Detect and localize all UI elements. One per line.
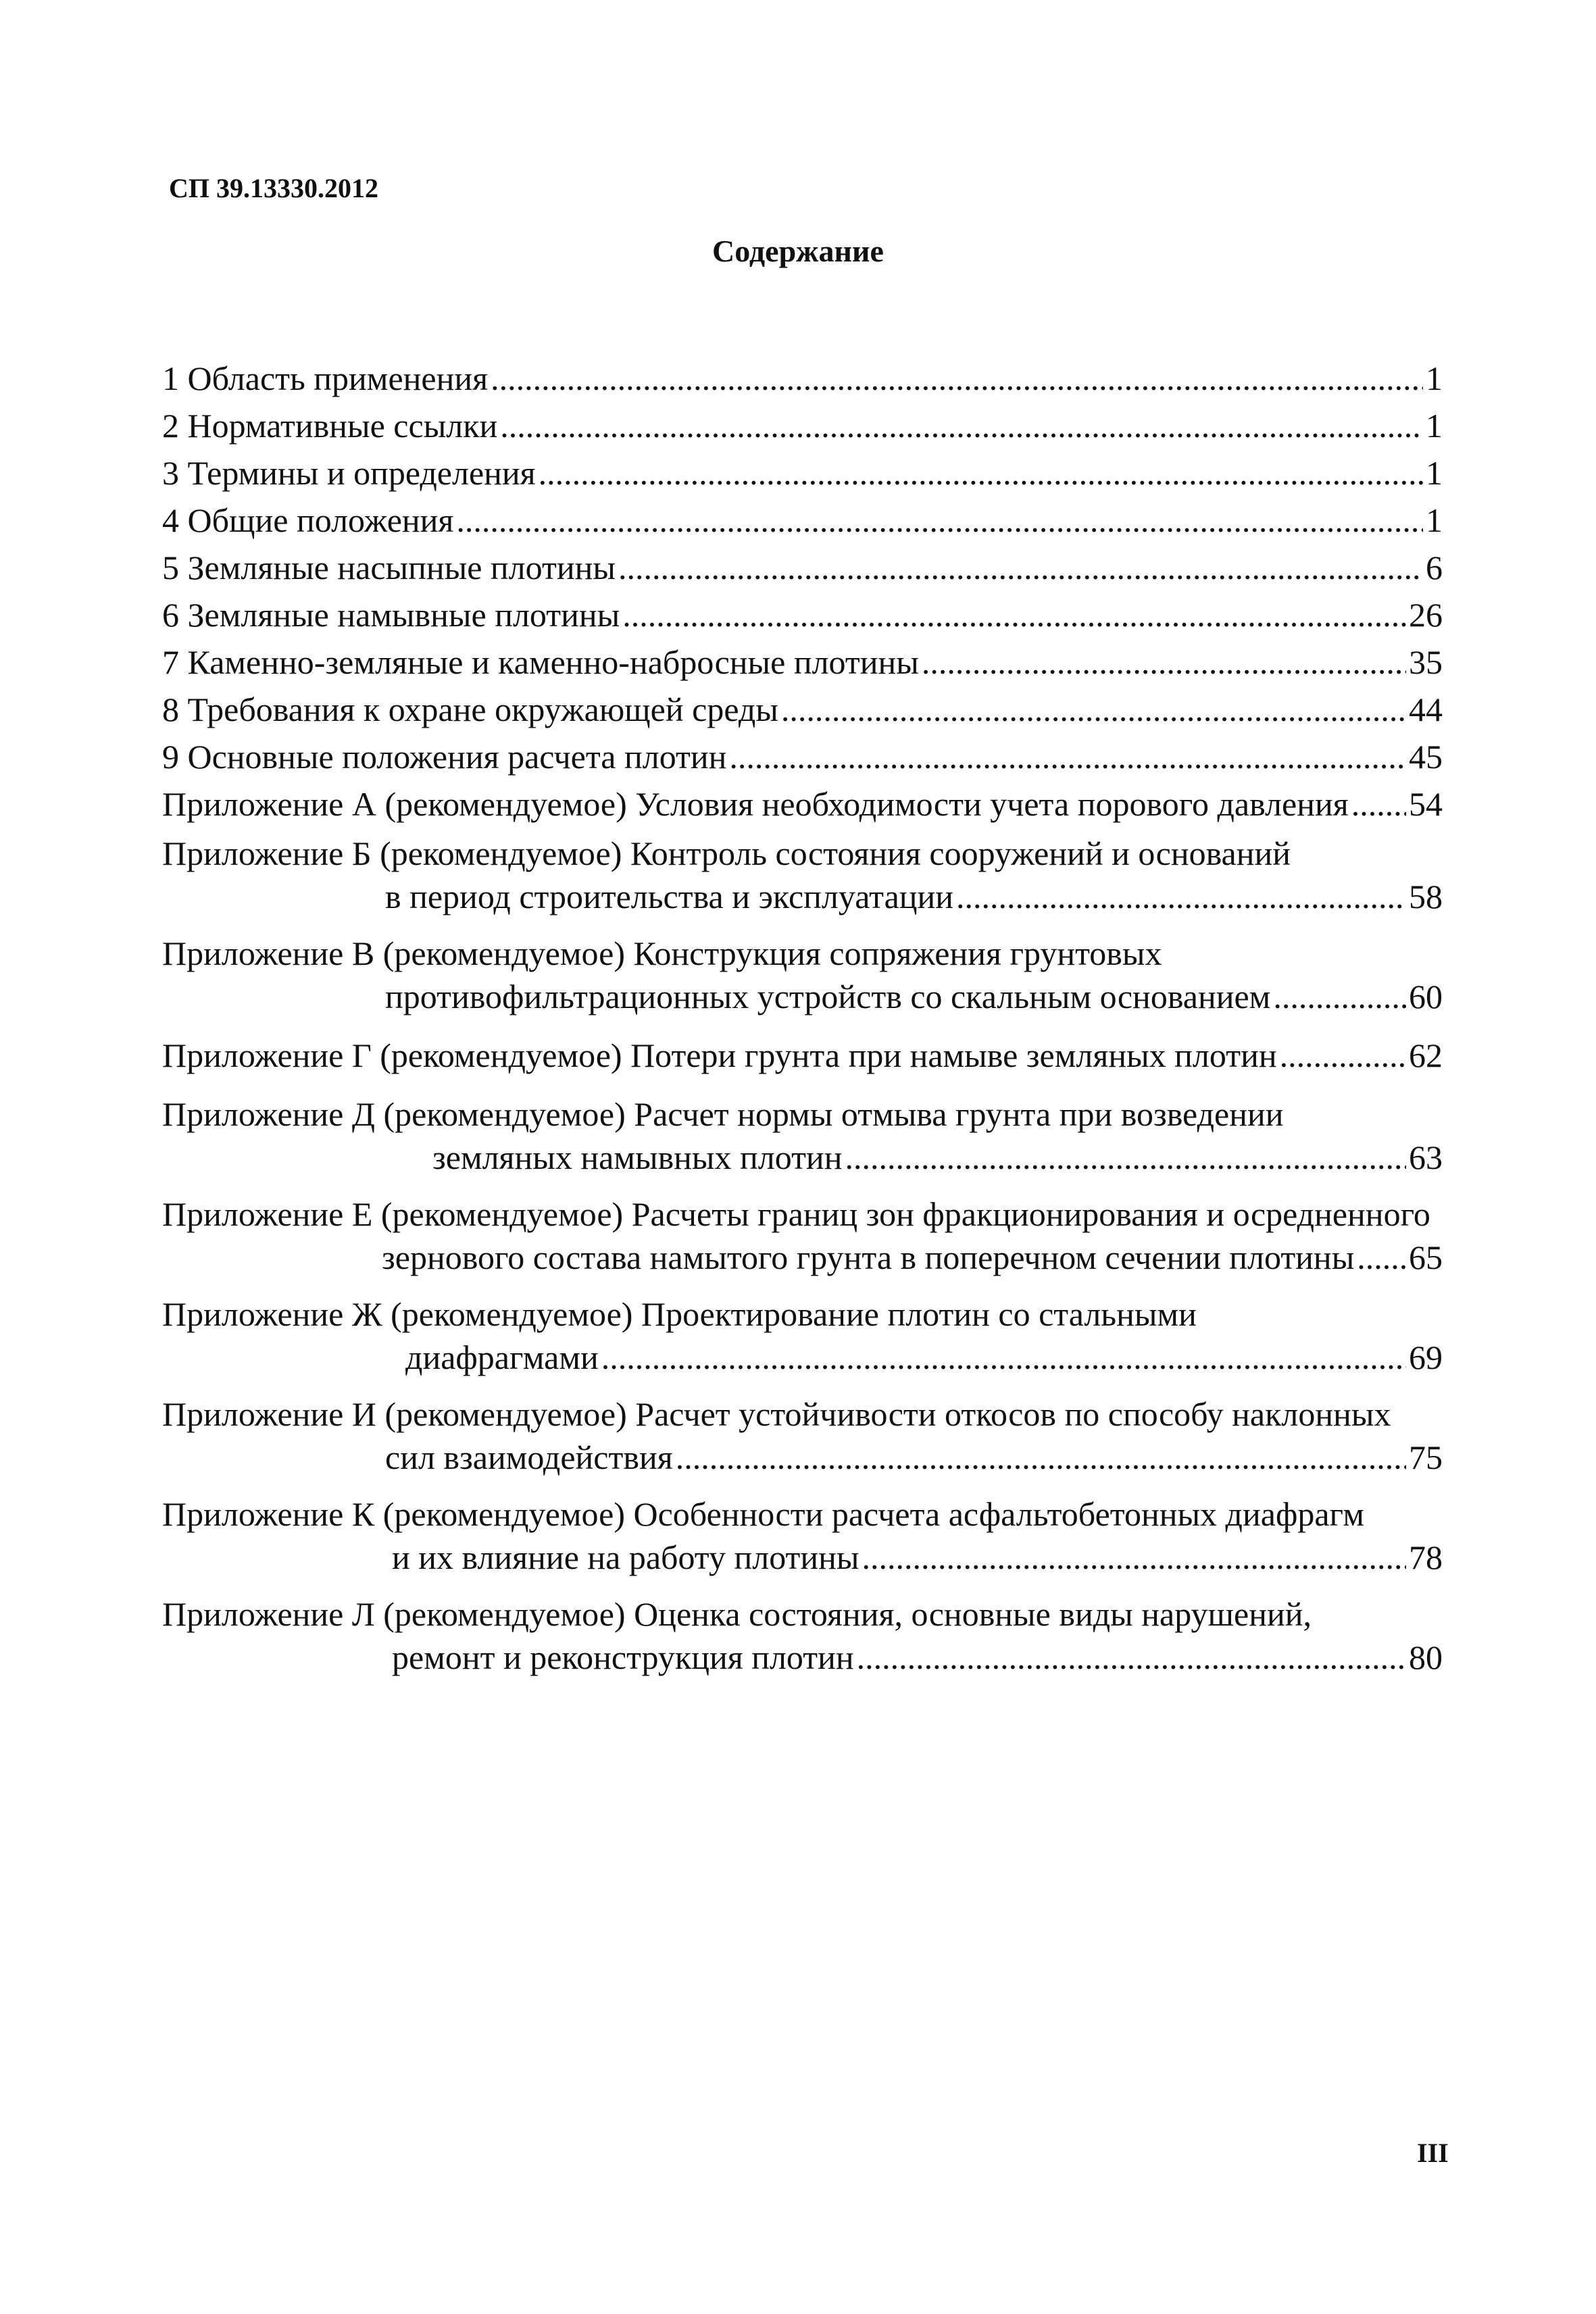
toc-leader — [857, 1636, 1406, 1679]
toc-leader — [601, 1336, 1406, 1379]
toc-entry[interactable] — [162, 686, 1443, 733]
toc-leader — [1351, 780, 1406, 828]
toc-entry-page: 26 — [1409, 596, 1443, 634]
toc-leader — [618, 544, 1423, 591]
toc-entry[interactable] — [162, 733, 1443, 780]
toc-entry-label: Приложение Б (рекомендуемое) Контроль состояния сооружений и оснований — [162, 834, 1291, 872]
toc-entry-page: 35 — [1409, 643, 1443, 681]
toc-entry-appendix-a[interactable] — [162, 780, 1443, 828]
toc-entry-label-continued: и их влияние на работу плотины — [392, 1538, 859, 1576]
toc-entry-page: 65 — [1409, 1238, 1443, 1276]
toc-entry-page: 1 — [1426, 407, 1443, 445]
toc-entry-label-continued: противофильтрационных устройств со скальным основанием — [385, 978, 1271, 1015]
toc-entry[interactable] — [162, 402, 1443, 449]
toc-entry-page: 1 — [1426, 501, 1443, 539]
toc-entry-label: 2 Нормативные ссылки — [162, 407, 498, 445]
toc-entry-page: 63 — [1409, 1138, 1443, 1176]
toc-entry-label: Приложение Г (рекомендуемое) Потери грунта при намыве земляных плотин — [162, 1036, 1277, 1074]
toc-entry-label: 7 Каменно-земляные и каменно-набросные плотины — [162, 643, 919, 681]
toc-title: Содержание — [712, 234, 884, 268]
toc-entry-appendix-b[interactable] — [162, 832, 1443, 918]
toc-entry-label: Приложение Ж (рекомендуемое) Проектирование плотин со стальными — [162, 1295, 1197, 1333]
toc-entry-label: 1 Область применения — [162, 359, 489, 397]
toc-entry-page: 1 — [1426, 454, 1443, 492]
toc-entry-page: 1 — [1426, 359, 1443, 397]
toc-entry-page: 58 — [1409, 878, 1443, 915]
document-code: СП 39.13330.2012 — [169, 173, 378, 203]
toc-entry-appendix-e[interactable] — [162, 1192, 1443, 1279]
toc-leader — [729, 733, 1406, 780]
toc-entry-page: 6 — [1426, 549, 1443, 586]
toc-leader — [922, 638, 1406, 686]
toc-entry-page: 54 — [1409, 785, 1443, 823]
toc-entry-label-continued: зернового состава намытого грунта в поперечном сечении плотины — [382, 1238, 1355, 1276]
toc-leader — [1357, 1236, 1406, 1279]
toc-entry-label: Приложение Е (рекомендуемое) Расчеты границ зон фракционирования и осредненного — [162, 1195, 1430, 1233]
toc-leader — [845, 1136, 1406, 1179]
toc-leader — [862, 1536, 1406, 1579]
toc-entry-page: 75 — [1409, 1438, 1443, 1476]
toc-entry-page: 60 — [1409, 978, 1443, 1015]
toc-entry-label: 9 Основные положения расчета плотин — [162, 738, 727, 776]
toc-entry[interactable] — [162, 355, 1443, 402]
toc-entry-appendix-v[interactable] — [162, 932, 1443, 1018]
toc-entry-page: 44 — [1409, 690, 1443, 728]
toc-entry-label: 6 Земляные намывные плотины — [162, 596, 620, 634]
toc-entry-label: Приложение Л (рекомендуемое) Оценка состояния, основные виды нарушений, — [162, 1595, 1312, 1633]
toc-entry-label: Приложение И (рекомендуемое) Расчет устойчивости откосов по способу наклонных — [162, 1395, 1391, 1433]
toc-leader — [456, 497, 1423, 544]
toc-entry-page: 78 — [1409, 1538, 1443, 1576]
toc-leader — [956, 875, 1406, 918]
table-of-contents — [162, 355, 1443, 1679]
toc-entry-label: 3 Термины и определения — [162, 454, 536, 492]
toc-entry-label-continued: земляных намывных плотин — [432, 1138, 843, 1176]
toc-entry-page: 62 — [1409, 1036, 1443, 1074]
toc-leader — [491, 355, 1423, 402]
toc-entry[interactable] — [162, 591, 1443, 638]
toc-entry-page: 69 — [1409, 1338, 1443, 1376]
toc-leader — [676, 1436, 1406, 1479]
toc-entry-appendix-i[interactable] — [162, 1392, 1443, 1479]
toc-entry-label: 5 Земляные насыпные плотины — [162, 549, 616, 586]
toc-entry-label-continued: ремонт и реконструкция плотин — [392, 1638, 854, 1676]
toc-entry-appendix-l[interactable] — [162, 1592, 1443, 1679]
toc-entry-label: Приложение А (рекомендуемое) Условия необходимости учета порового давления — [162, 785, 1349, 823]
toc-entry-page: 45 — [1409, 738, 1443, 776]
toc-entry-appendix-d[interactable] — [162, 1092, 1443, 1179]
toc-entry[interactable] — [162, 449, 1443, 497]
toc-leader — [1280, 1032, 1406, 1079]
toc-entry-appendix-zh[interactable] — [162, 1292, 1443, 1379]
toc-entry[interactable] — [162, 544, 1443, 591]
toc-entry-label: Приложение В (рекомендуемое) Конструкция сопряжения грунтовых — [162, 934, 1162, 972]
toc-entry-page: 80 — [1409, 1638, 1443, 1676]
toc-leader — [781, 686, 1406, 733]
toc-entry-appendix-g[interactable] — [162, 1032, 1443, 1079]
toc-entry-label-continued: диафрагмами — [405, 1338, 599, 1376]
toc-entry[interactable] — [162, 497, 1443, 544]
toc-entry-label-continued: сил взаимодействия — [385, 1438, 673, 1476]
toc-entry-label: Приложение Д (рекомендуемое) Расчет нормы отмыва грунта при возведении — [162, 1095, 1284, 1133]
toc-entry-label: Приложение К (рекомендуемое) Особенности расчета асфальтобетонных диафрагм — [162, 1495, 1365, 1533]
toc-entry-label: 4 Общие положения — [162, 501, 454, 539]
page-number: III — [1417, 2138, 1449, 2168]
toc-leader — [500, 402, 1423, 449]
toc-leader — [622, 591, 1406, 638]
toc-leader — [539, 449, 1423, 497]
toc-entry[interactable] — [162, 638, 1443, 686]
toc-leader — [1273, 975, 1406, 1018]
toc-entry-label-continued: в период строительства и эксплуатации — [385, 878, 954, 915]
toc-entry-label: 8 Требования к охране окружающей среды — [162, 690, 778, 728]
toc-entry-appendix-k[interactable] — [162, 1492, 1443, 1579]
